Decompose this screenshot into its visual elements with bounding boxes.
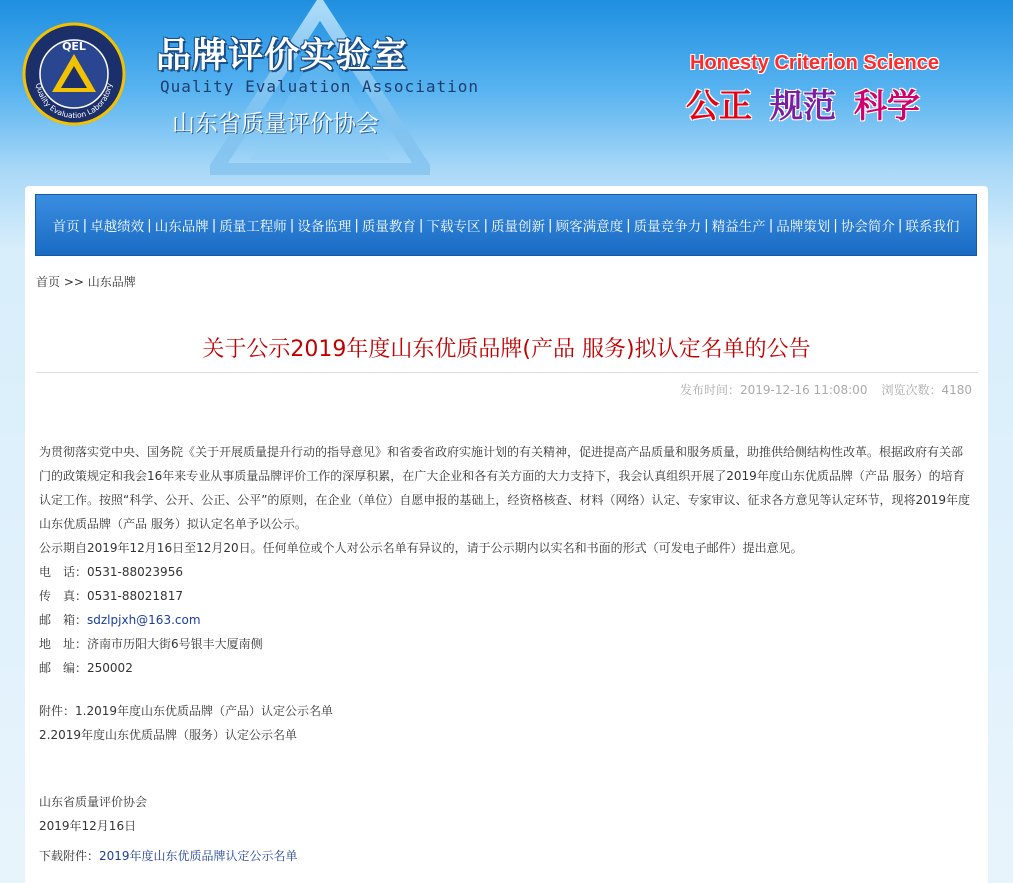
email-row — [39, 608, 974, 632]
nav-separator: | — [418, 217, 424, 233]
main-nav — [35, 194, 977, 256]
nav-item-brand-planning[interactable]: 品牌策划 — [776, 219, 831, 235]
download-row — [39, 844, 974, 868]
signature-date: 2019年12月16日 — [39, 819, 137, 833]
content-card — [25, 186, 988, 883]
zip-label: 邮 编： — [39, 661, 88, 675]
badge-ring-text: Quality Evaluation Laboratory — [34, 82, 114, 121]
fax-label: 传 真： — [39, 589, 88, 603]
nav-item-excellence[interactable]: 卓越绩效 — [90, 219, 145, 235]
badge-text: QEL — [62, 40, 86, 53]
nav-separator: | — [833, 217, 838, 233]
nav-separator: | — [483, 217, 489, 233]
site-subtitle-en: Quality Evaluation Association — [160, 77, 479, 96]
breadcrumb-current-link[interactable]: 山东品牌 — [87, 275, 136, 289]
phone-label: 电 话： — [39, 565, 88, 579]
download-link[interactable]: 2019年度山东优质品牌认定公示名单 — [99, 849, 298, 863]
address-label: 地 址： — [39, 637, 88, 651]
fax-row — [39, 584, 974, 608]
fax-value: 0531-88021817 — [87, 589, 183, 603]
nav-item-downloads[interactable]: 下载专区 — [426, 219, 481, 235]
nav-item-quality-education[interactable]: 质量教育 — [361, 219, 416, 235]
nav-item-lean-production[interactable]: 精益生产 — [711, 219, 766, 235]
org-name: 山东省质量评价协会 — [172, 111, 379, 137]
nav-item-contact[interactable]: 联系我们 — [905, 219, 960, 235]
qel-logo-icon — [22, 22, 126, 126]
publish-time: 发布时间：2019-12-16 11:08:00 — [680, 383, 868, 397]
phone-value: 0531-88023956 — [87, 565, 183, 579]
email-label: 邮 箱： — [39, 613, 88, 627]
address-value: 济南市历阳大街6号银丰大厦南侧 — [87, 637, 263, 651]
download-label: 下载附件： — [39, 849, 100, 863]
attachment-1: 附件：1.2019年度山东优质品牌（产品）认定公示名单 — [39, 704, 333, 718]
title-divider — [36, 372, 978, 373]
nav-item-equipment-supervision[interactable]: 设备监理 — [297, 219, 352, 235]
slogan-word-1: 公正 — [686, 86, 752, 125]
nav-item-shandong-brand[interactable]: 山东品牌 — [154, 219, 209, 235]
breadcrumb — [36, 273, 136, 290]
site-header — [0, 0, 1013, 190]
slogan-en: Honesty Criterion Science — [690, 52, 939, 74]
nav-separator: | — [768, 217, 774, 233]
phone-row — [39, 560, 974, 584]
article-meta — [680, 381, 972, 398]
breadcrumb-home-link[interactable]: 首页 — [36, 275, 61, 289]
signature-org: 山东省质量评价协会 — [39, 795, 148, 809]
nav-separator: | — [548, 217, 553, 233]
nav-separator: | — [82, 217, 88, 233]
nav-item-about[interactable]: 协会简介 — [840, 219, 895, 235]
nav-separator: | — [704, 217, 709, 233]
attachment-2: 2.2019年度山东优质品牌（服务）认定公示名单 — [39, 728, 297, 742]
intro-paragraph: 为贯彻落实党中央、国务院《关于开展质量提升行动的指导意见》和省委省政府实施计划的有关精神，促进提高产品质量和服务质量，助推供给侧结构性改革。根据政府有关部门的政策规定和我会16年来专业从事质量品牌评价工作的深厚积累，在广大企业和各有关方面的大力支持下，我会认真组织开展了2019年度山东优质品牌（产品 服务）的培育认定工作。按照“科学、公开、公正、公平”的原则，在企业（单位）自愿申报的基础上，经资格核查、材料（网络）认定、专家审议、征求各方意见等认定环节，现将2019年度山东优质品牌（产品 服务）拟认定名单予以公示。 — [39, 445, 970, 531]
article-body — [39, 440, 974, 868]
slogan-word-2: 规范 — [770, 86, 836, 125]
view-count: 浏览次数：4180 — [881, 383, 972, 397]
spacer — [39, 747, 974, 790]
period-paragraph: 公示期自2019年12月16日至12月20日。任何单位或个人对公示名单有异议的，请于公示期内以实名和书面的形式（可发电子邮件）提出意见。 — [39, 541, 803, 555]
nav-separator: | — [626, 217, 631, 233]
email-link[interactable]: sdzlpjxh@163.com — [87, 613, 201, 627]
nav-item-home[interactable]: 首页 — [52, 219, 80, 235]
address-row — [39, 632, 974, 656]
slogan-word-3: 科学 — [854, 86, 920, 125]
nav-separator: | — [211, 217, 217, 233]
zip-value: 250002 — [87, 661, 133, 675]
nav-item-quality-innovation[interactable]: 质量创新 — [491, 219, 546, 235]
slogan-cn — [686, 80, 938, 127]
nav-item-customer-satisfaction[interactable]: 顾客满意度 — [555, 219, 624, 235]
nav-item-quality-competitiveness[interactable]: 质量竞争力 — [633, 219, 702, 235]
nav-separator: | — [897, 217, 903, 233]
nav-separator: | — [289, 217, 295, 233]
breadcrumb-separator: >> — [63, 275, 84, 289]
nav-item-quality-engineer[interactable]: 质量工程师 — [219, 219, 287, 235]
spacer — [39, 680, 974, 699]
nav-separator: | — [354, 217, 359, 233]
site-title: 品牌评价实验室 — [156, 36, 409, 76]
nav-separator: | — [147, 217, 152, 233]
article-title: 关于公示2019年度山东优质品牌(产品 服务)拟认定名单的公告 — [202, 337, 811, 362]
zip-row — [39, 656, 974, 680]
